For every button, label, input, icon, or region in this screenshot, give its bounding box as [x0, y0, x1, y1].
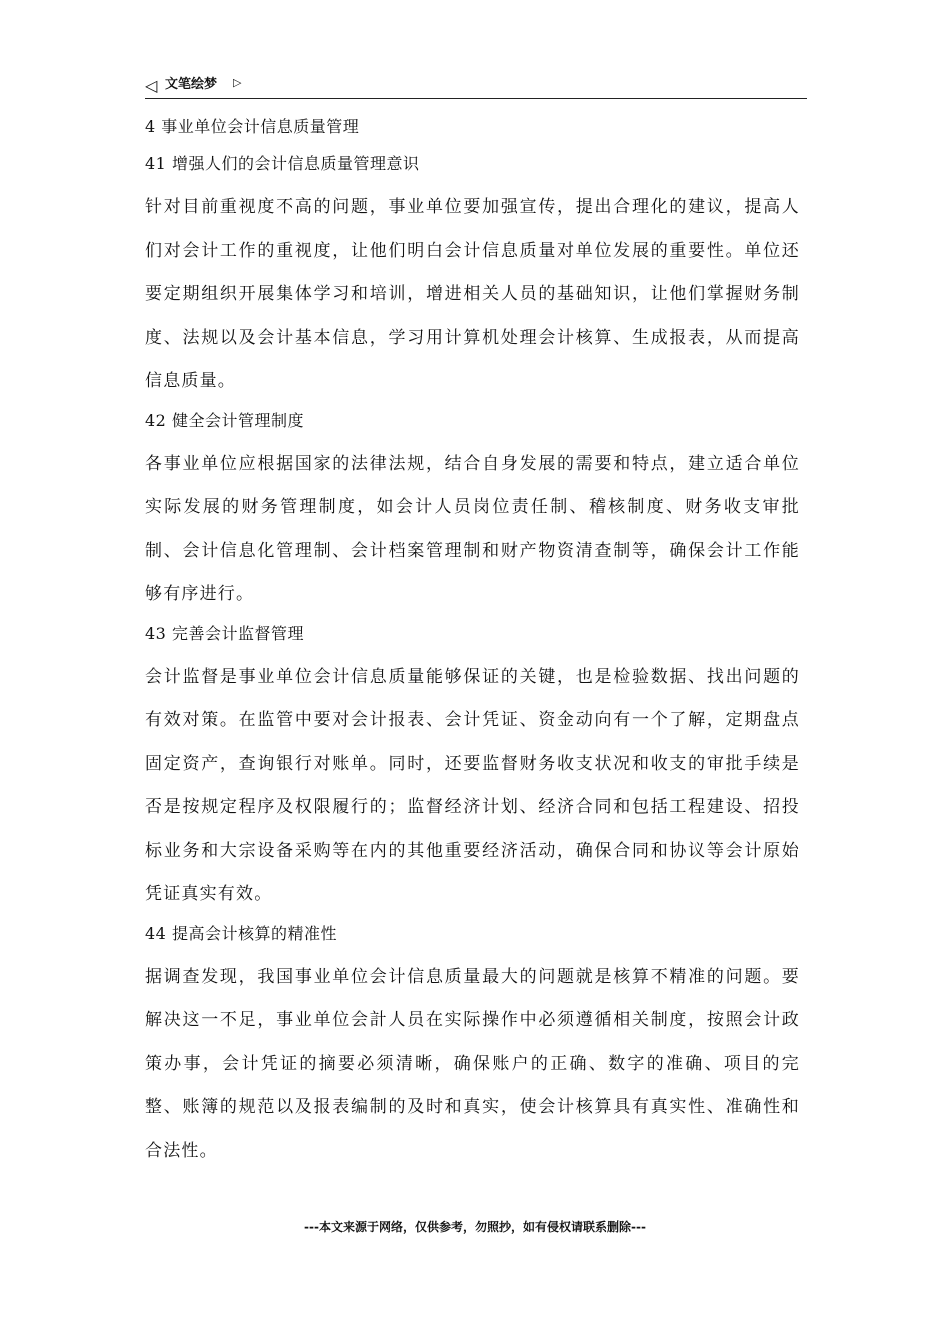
section-heading-43: 43 完善会计监督管理 — [145, 623, 304, 643]
section-paragraph-41: 针对目前重视度不高的问题，事业单位要加强宣传，提出合理化的建议，提高人们对会计工作的重视度，让他们明白会计信息质量对单位发展的重要性。单位还要定期组织开展集体学习和培训，增进相关人员的基础知识，让他们掌握财务制度、法规以及会计基本信息，学习用计算机处理会计核算、生成报表，从而提高信息质量。 — [145, 197, 800, 391]
right-triangle-icon: ▷ — [233, 76, 242, 89]
section-heading-42: 42 健全会计管理制度 — [145, 410, 304, 430]
section-paragraph-43: 会计监督是事业单位会计信息质量能够保证的关键，也是检验数据、找出问题的有效对策。在监管中要对会计报表、会计凭证、资金动向有一个了解，定期盘点固定资产，查询银行对账单。同时，还要监督财务收支状况和收支的审批手续是否是按规定程序及权限履行的；监督经济计划、经济合同和包括工程建设、招投标业务和大宗设备采购等在内的其他重要经济活动，确保合同和协议等会计原始凭证真实有效。 — [145, 666, 800, 904]
section-paragraph-44: 据调查发现，我国事业单位会计信息质量最大的问题就是核算不精准的问题。要解决这一不足，事业单位会計人员在实际操作中必须遵循相关制度，按照会计政策办事，会计凭证的摘要必须清晰，确保账户的正确、数字的准确、项目的完整、账簿的规范以及报表编制的及时和真实，使会计核算具有真实性、准确性和合法性。 — [145, 966, 800, 1161]
page-header — [145, 74, 807, 99]
page-footer-disclaimer: ---本文来源于网络，仅供参考，勿照抄，如有侵权请联系删除--- — [304, 1220, 646, 1234]
header-brand: 文笔绘梦 — [165, 77, 218, 92]
section-heading-44: 44 提高会计核算的精准性 — [145, 923, 337, 943]
section-heading-4: 4 事业单位会计信息质量管理 — [145, 117, 360, 136]
document-body — [145, 112, 800, 1175]
section-paragraph-42: 各事业单位应根据国家的法律法规，结合自身发展的需要和特点，建立适合单位实际发展的财务管理制度，如会计人员岗位责任制、稽核制度、财务收支审批制、会计信息化管理制、会计档案管理制和财产物资清查制等，确保会计工作能够有序进行。 — [145, 453, 800, 604]
left-triangle-icon: ◁ — [145, 76, 158, 95]
section-heading-41: 41 增强人们的会计信息质量管理意识 — [145, 154, 420, 173]
